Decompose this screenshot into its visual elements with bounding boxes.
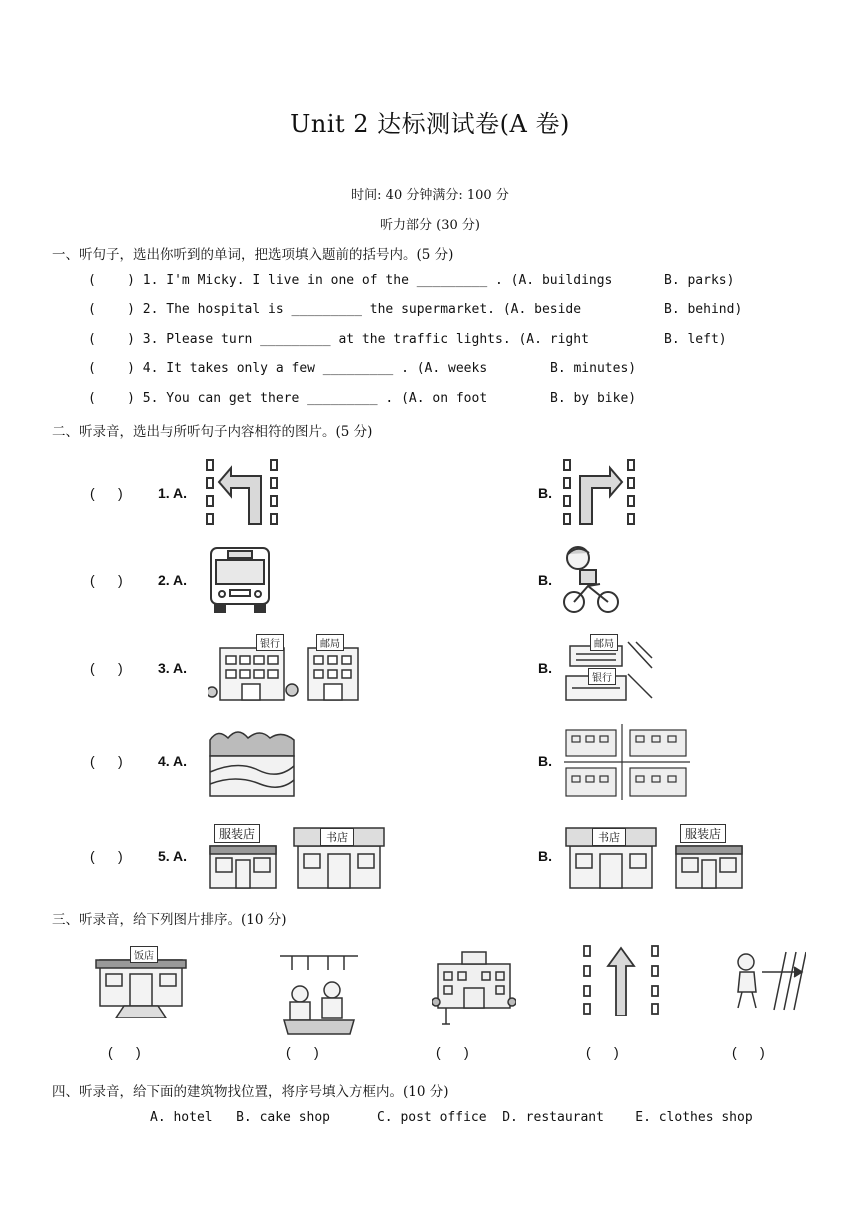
s2-num-4: 4. A. <box>158 753 188 769</box>
s1-item-5-b: B. by bike) <box>550 391 637 406</box>
s2-num-5: 5. A. <box>158 848 188 864</box>
bus-icon <box>208 544 272 614</box>
bank-and-post-office-picture <box>208 632 363 702</box>
s3-paren-4: ( ) <box>586 1044 619 1060</box>
clothes-shop-sign-b: 服装店 <box>680 824 726 843</box>
s2-paren-1: ( ) <box>90 485 123 501</box>
s2-b-1: B. <box>538 485 552 501</box>
s2-paren-4: ( ) <box>90 753 123 769</box>
s2-b-4: B. <box>538 753 552 769</box>
s3-paren-1: ( ) <box>108 1044 141 1060</box>
s1-item-3-b: B. left) <box>664 332 727 347</box>
turn-right-arrow-icon <box>562 458 638 526</box>
hotel-sign: 饭店 <box>130 946 158 963</box>
s3-paren-5: ( ) <box>732 1044 765 1060</box>
section1-heading: 一、听句子，选出你听到的单词，把选项填入题前的括号内。(5 分) <box>52 247 454 263</box>
s1-item-2: ( ) 2. The hospital is _________ the supermarket. (A. beside <box>88 302 582 317</box>
s2-b-5: B. <box>538 848 552 864</box>
s2-b-3: B. <box>538 660 552 676</box>
bank-sign-b: 银行 <box>588 668 616 685</box>
bookstore-sign-a: 书店 <box>320 828 354 846</box>
s1-item-2-b: B. behind) <box>664 302 743 317</box>
s1-item-3: ( ) 3. Please turn _________ at the traffic lights. (A. right <box>88 332 589 347</box>
clothes-shop-picture-b <box>674 822 744 890</box>
s1-item-4: ( ) 4. It takes only a few _________ . (A. weeks <box>88 361 488 376</box>
s1-item-5: ( ) 5. You can get there _________ . (A. on foot <box>88 391 488 406</box>
bookstore-sign-b: 书店 <box>592 828 626 846</box>
bookstore-picture-a <box>292 826 386 890</box>
section3-heading: 三、听录音，给下列图片排序。(10 分) <box>52 912 287 928</box>
s2-num-3: 3. A. <box>158 660 188 676</box>
time-line: 时间: 40 分钟满分: 100 分 <box>351 188 509 203</box>
s3-paren-3: ( ) <box>436 1044 469 1060</box>
s2-paren-2: ( ) <box>90 572 123 588</box>
section4-options: A. hotel B. cake shop C. post office D. restaurant E. clothes shop <box>150 1110 753 1125</box>
kids-on-subway-picture <box>278 950 360 1036</box>
bank-sign: 银行 <box>256 634 284 651</box>
s2-num-2: 2. A. <box>158 572 188 588</box>
turn-left-arrow-icon <box>205 458 281 526</box>
s1-item-1-b: B. parks) <box>664 273 735 288</box>
s1-item-4-b: B. minutes) <box>550 361 637 376</box>
hospital-building-picture <box>432 944 516 1026</box>
part-heading: 听力部分 (30 分) <box>380 218 480 233</box>
section2-heading: 二、听录音，选出与所听句子内容相符的图片。(5 分) <box>52 424 373 440</box>
clothes-shop-picture-a <box>208 822 278 890</box>
section4-heading: 四、听录音，给下面的建筑物找位置，将序号填入方框内。(10 分) <box>52 1084 449 1100</box>
post-office-near-bank-picture <box>562 632 654 702</box>
s3-paren-2: ( ) <box>286 1044 319 1060</box>
s1-item-1: ( ) 1. I'm Micky. I live in one of the _________ . (A. buildings <box>88 273 613 288</box>
city-crossroads-picture <box>564 724 690 800</box>
boy-on-bike-icon <box>562 544 620 616</box>
s2-paren-3: ( ) <box>90 660 123 676</box>
s2-b-2: B. <box>538 572 552 588</box>
s2-num-1: 1. A. <box>158 485 188 501</box>
s2-paren-5: ( ) <box>90 848 123 864</box>
page-title: Unit 2 达标测试卷(A 卷) <box>290 110 570 138</box>
post-office-sign: 邮局 <box>316 634 344 651</box>
post-office-sign-b: 邮局 <box>590 634 618 651</box>
girl-crossing-road-picture <box>730 948 806 1014</box>
hotel-picture <box>94 946 188 1018</box>
river-park-picture <box>208 726 296 798</box>
bookstore-picture-b <box>564 826 658 890</box>
go-straight-arrow-icon <box>582 944 662 1016</box>
clothes-shop-sign-a: 服装店 <box>214 824 260 843</box>
